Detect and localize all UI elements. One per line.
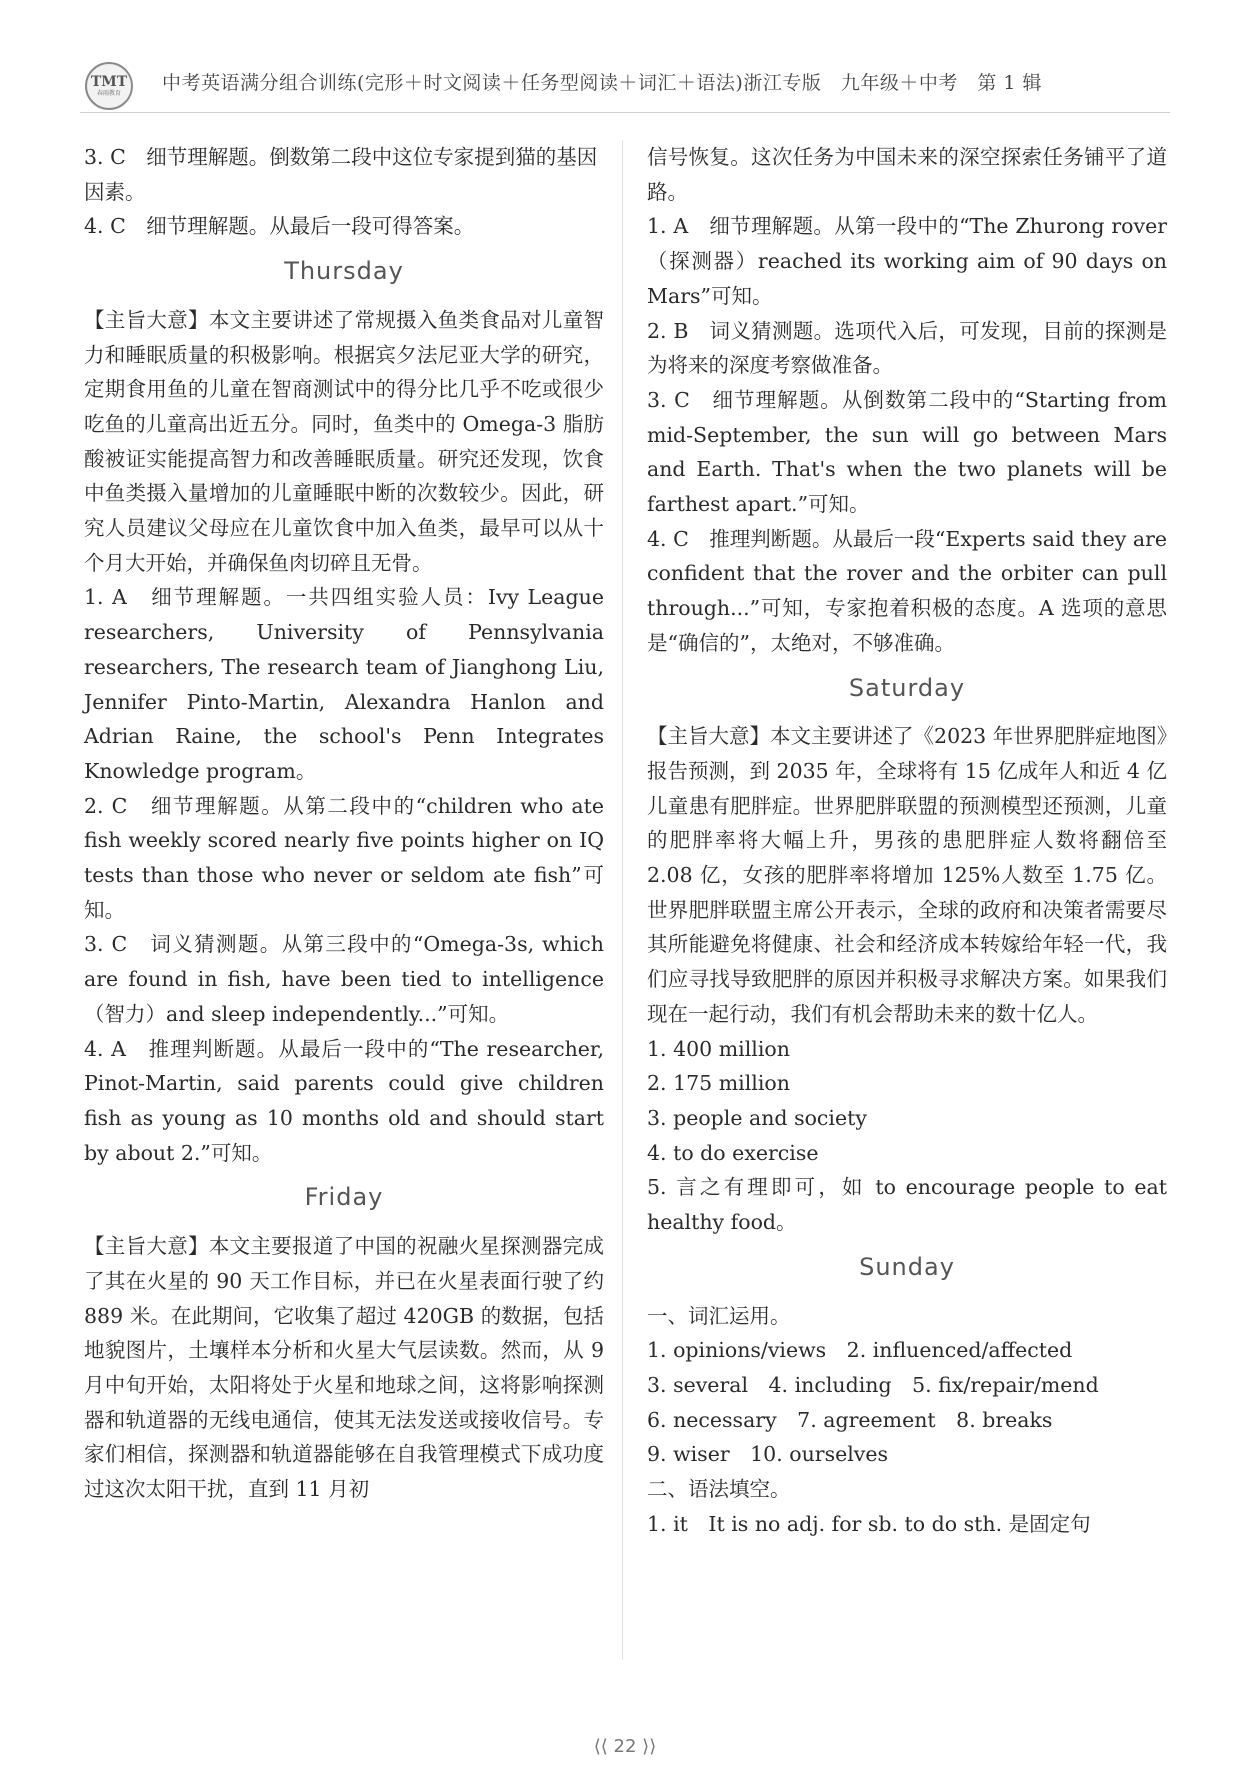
friday-summary-continued: 信号恢复。这次任务为中国未来的深空探索任务铺平了道路。 [647, 145, 1167, 204]
answer-item: 3. C 细节理解题。倒数第二段中这位专家提到猫的基因因素。 [84, 145, 598, 204]
answer-item: 3. C 词义猜测题。从第三段中的“Omega-3s, which are found in fish, have been tied to intelligence（智力）and sleep independently...”可知。 [84, 932, 604, 1026]
answer-item: 3. C 细节理解题。从倒数第二段中的“Starting from mid-September, the sun will go between Mars and Earth. That's when the two planets will be farthest apart.”可知。 [647, 387, 1167, 517]
section-title: 二、语法填空。 [647, 1477, 791, 1502]
column-divider [622, 140, 623, 1660]
grammar-item: 1. it It is no adj. for sb. to do sth. 是固定句 [647, 1511, 1091, 1536]
answer-item: 4. C 推理判断题。从最后一段“Experts said they are confident that the rover and the orbiter can pull through...”可知，专家抱着积极的态度。A 选项的意思是“确信的”，太绝对，不够准确。 [647, 526, 1167, 655]
friday-summary: 【主旨大意】本文主要报道了中国的祝融火星探测器完成了其在火星的 90 天工作目标，并已在火星表面行驶了约 889 米。在此期间，它收集了超过 420GB 的数据，包括地貌图片，土壤样本分析和火星大气层读数。然而，从 9 月中旬开始，太阳将处于火星和地球之间，这将影响探测器和轨道器的无线电通信，使其无法发送或接收信号。专家们相信，探测器和轨道器能够在自我管理模式下成功度过这次太阳干扰，直到 11 月初 [84, 1234, 604, 1502]
vocab-line: 1. opinions/views 2. influenced/affected [647, 1338, 1073, 1363]
answer-item: 2. B 词义猜测题。选项代入后，可发现，目前的探测是为将来的深度考察做准备。 [647, 318, 1167, 378]
vocab-line: 3. several 4. including 5. fix/repair/mend [647, 1372, 1099, 1397]
right-column [647, 140, 1167, 1541]
vocab-line: 9. wiser 10. ourselves [647, 1442, 889, 1467]
thursday-summary: 【主旨大意】本文主要讲述了常规摄入鱼类食品对儿童智力和睡眠质量的积极影响。根据宾夕法尼亚大学的研究，定期食用鱼的儿童在智商测试中的得分比几乎不吃或很少吃鱼的儿童高出近五分。同时，鱼类中的 Omega-3 脂肪酸被证实能提高智力和改善睡眠质量。研究还发现，饮食中鱼类摄入量增加的儿童睡眠中断的次数较少。因此，研究人员建议父母应在儿童饮食中加入鱼类，最早可以从十个月大开始，并确保鱼肉切碎且无骨。 [84, 307, 604, 575]
logo-text: 春雨教育 [96, 89, 121, 97]
saturday-summary: 【主旨大意】本文主要讲述了《2023 年世界肥胖症地图》报告预测，到 2035 年，全球将有 15 亿成年人和近 4 亿儿童患有肥胖症。世界肥胖联盟的预测模型还预测，儿童的肥胖率将大幅上升，男孩的患肥胖症人数将翻倍至 2.08 亿，女孩的肥胖率将增加 125%人数至 1.75 亿。世界肥胖联盟主席公开表示，全球的政府和决策者需要尽其所能避免将健康、社会和经济成本转嫁给年轻一代，我们应寻找导致肥胖的原因并积极寻求解决方案。如果我们现在一起行动，我们有机会帮助未来的数十亿人。 [647, 724, 1167, 1026]
answer-item: 4. A 推理判断题。从最后一段中的“The researcher, Pinot-Martin, said parents could give children fish as young as 10 months old and should start by about 2.”可知。 [84, 1036, 604, 1165]
friday-heading: Friday [304, 1183, 384, 1212]
answer-item: 1. A 细节理解题。从第一段中的“The Zhurong rover（探测器）reached its working aim of 90 days on Mars”可知。 [647, 214, 1167, 308]
vocab-line: 6. necessary 7. agreement 8. breaks [647, 1407, 1053, 1432]
section-title: 一、词汇运用。 [647, 1303, 791, 1328]
page-header [80, 62, 1170, 113]
answer-item: 2. C 细节理解题。从第二段中的“children who ate fish weekly scored nearly five points higher on IQ tests than those who never or seldom ate fish”可知。 [84, 793, 604, 922]
book-title: 中考英语满分组合训练(完形＋时文阅读＋任务型阅读＋词汇＋语法)浙江专版 九年级＋中考 第 1 辑 [162, 72, 1042, 94]
answer-item: 2. 175 million [647, 1071, 790, 1096]
answer-item: 1. A 细节理解题。一共四组实验人员：Ivy League researchers, University of Pennsylvania researchers, The research team of Jianghong Liu, Jennifer Pinto-Martin, Alexandra Hanlon and Adrian Raine, the school's Penn Integrates Knowledge program。 [84, 585, 604, 783]
saturday-heading: Saturday [848, 673, 966, 702]
page-number-value: 22 [613, 1736, 637, 1757]
page-number: ⟨⟨ 22 ⟩⟩ [593, 1736, 657, 1757]
answer-item: 3. people and society [647, 1105, 867, 1130]
publisher-logo [85, 62, 133, 110]
left-column [84, 140, 604, 1507]
answer-item: 5. 言之有理即可，如 to encourage people to eat healthy food。 [647, 1175, 1167, 1235]
answer-item: 1. 400 million [647, 1036, 790, 1061]
answer-item: 4. C 细节理解题。从最后一段可得答案。 [84, 214, 475, 239]
thursday-heading: Thursday [284, 257, 404, 286]
logo-mark: TMT [90, 73, 128, 90]
sunday-heading: Sunday [859, 1252, 955, 1281]
answer-item: 4. to do exercise [647, 1140, 819, 1165]
